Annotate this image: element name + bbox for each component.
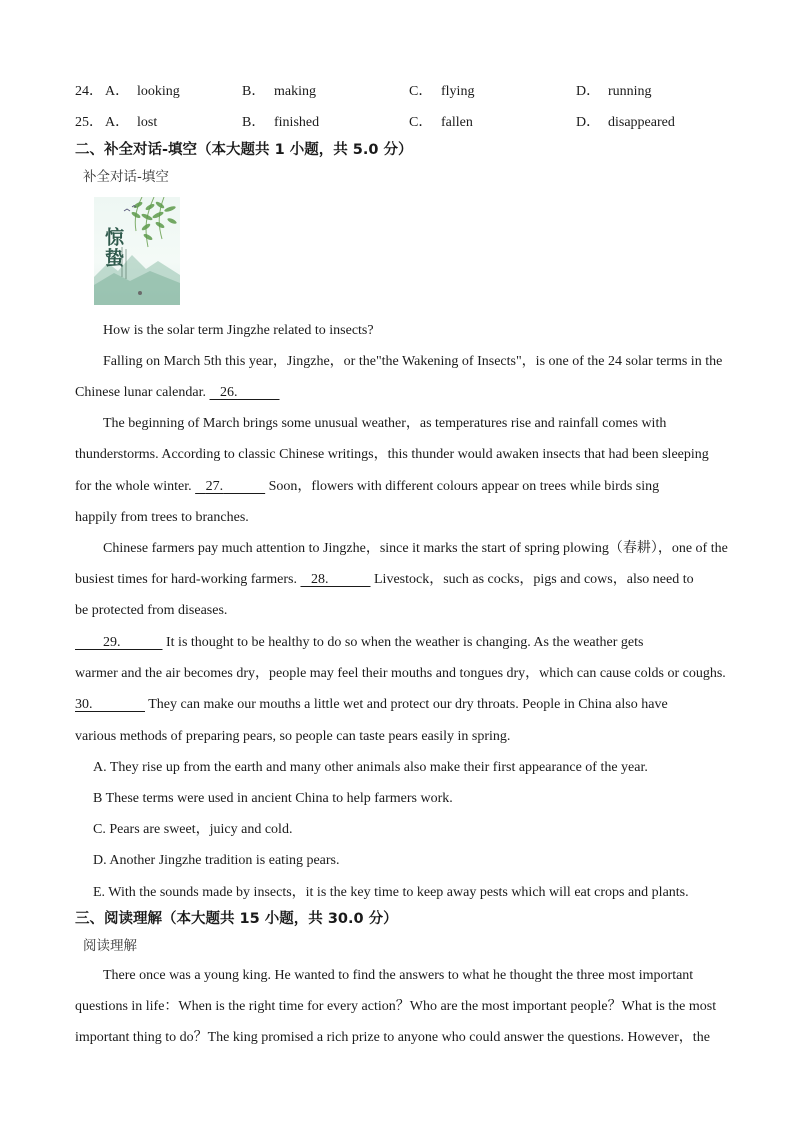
section-subtitle: 补全对话-填空 (83, 169, 169, 185)
choice-a: A. They rise up from the earth and many other animals also make their first appearance of the year. (93, 760, 648, 775)
option-letter-d: D． (576, 84, 601, 99)
line-prefix: Chinese lunar calendar. (75, 385, 207, 400)
option-letter-a: A． (105, 84, 130, 99)
option-letter-d: D． (576, 115, 601, 130)
blank-26[interactable]: 26. (220, 385, 238, 400)
option-letter-a: A． (105, 115, 130, 130)
line-prefix: busiest times for hard-working farmers. (75, 572, 297, 587)
passage-line: thunderstorms. According to classic Chinese writings，this thunder would awaken insects that had been sleeping (75, 447, 709, 462)
passage-line: various methods of preparing pears, so people can taste pears easily in spring. (75, 729, 511, 744)
line-text: It is thought to be healthy to do so when the weather is changing. As the weather gets (166, 635, 644, 650)
option-text-b: making (274, 84, 316, 99)
passage-line: happily from trees to branches. (75, 510, 249, 525)
passage-line (75, 383, 750, 403)
option-letter-c: C． (409, 84, 433, 99)
passage-line: Falling on March 5th this year，Jingzhe，or the"the Wakening of Insects"，is one of the 24 solar terms in the (103, 354, 723, 369)
blank-27[interactable]: 27. (205, 479, 224, 494)
option-letter-b: B． (242, 115, 266, 130)
passage-line (75, 633, 750, 653)
line-text: Livestock，such as cocks，pigs and cows，also need to (374, 572, 694, 587)
option-text-d: disappeared (608, 115, 675, 130)
choice-e: E. With the sounds made by insects，it is the key time to keep away pests which will eat crops and plants. (93, 885, 689, 900)
section-subtitle: 阅读理解 (83, 938, 137, 954)
choice-c: C. Pears are sweet，juicy and cold. (93, 822, 293, 837)
passage-line (75, 570, 750, 590)
option-row-25 (75, 113, 775, 133)
option-text-d: running (608, 84, 652, 99)
passage-line: There once was a young king. He wanted to find the answers to what he thought the three most important (103, 968, 694, 983)
passage-line: Chinese farmers pay much attention to Jingzhe，since it marks the start of spring plowing（春耕），one of the (103, 541, 728, 556)
section-heading: 二、补全对话-填空（本大题共 1 小题，共 5.0 分） (75, 142, 413, 158)
line-prefix: for the whole winter. (75, 479, 192, 494)
option-text-a: lost (137, 115, 158, 130)
blank-28[interactable]: 28. (311, 572, 329, 587)
jingzhe-illustration (94, 197, 180, 305)
question-number: 25． (75, 115, 103, 130)
question-number: 24． (75, 84, 103, 99)
choice-b: B These terms were used in ancient China to help farmers work. (93, 791, 453, 806)
passage-question: How is the solar term Jingzhe related to insects? (103, 323, 374, 338)
passage-line (75, 695, 750, 715)
passage-line: The beginning of March brings some unusual weather，as temperatures rise and rainfall comes with (103, 416, 667, 431)
passage-line: warmer and the air becomes dry，people may feel their mouths and tongues dry，which can cause colds or coughs. (75, 666, 726, 681)
passage-line: be protected from diseases. (75, 603, 228, 618)
option-row-24 (75, 82, 775, 102)
option-text-c: flying (441, 84, 475, 99)
passage-line (75, 477, 750, 497)
option-letter-c: C． (409, 115, 433, 130)
blank-30[interactable]: 30. (75, 697, 93, 712)
option-letter-b: B． (242, 84, 266, 99)
choice-d: D. Another Jingzhe tradition is eating pears. (93, 853, 340, 868)
option-text-b: finished (274, 115, 320, 130)
illustration-caption: 惊蛰 (102, 227, 124, 269)
section-heading: 三、阅读理解（本大题共 15 小题，共 30.0 分） (75, 911, 398, 927)
blank-29[interactable]: 29. (103, 635, 121, 650)
passage-line: important thing to do？The king promised a rich prize to anyone who could answer the questions. However，the (75, 1030, 710, 1045)
passage-line: questions in life：When is the right time for every action？Who are the most important people？What is the most (75, 999, 717, 1014)
option-text-a: looking (137, 84, 180, 99)
line-text: They can make our mouths a little wet and protect our dry throats. People in China also have (148, 697, 668, 712)
line-text: Soon，flowers with different colours appear on trees while birds sing (268, 479, 660, 494)
option-text-c: fallen (441, 115, 473, 130)
